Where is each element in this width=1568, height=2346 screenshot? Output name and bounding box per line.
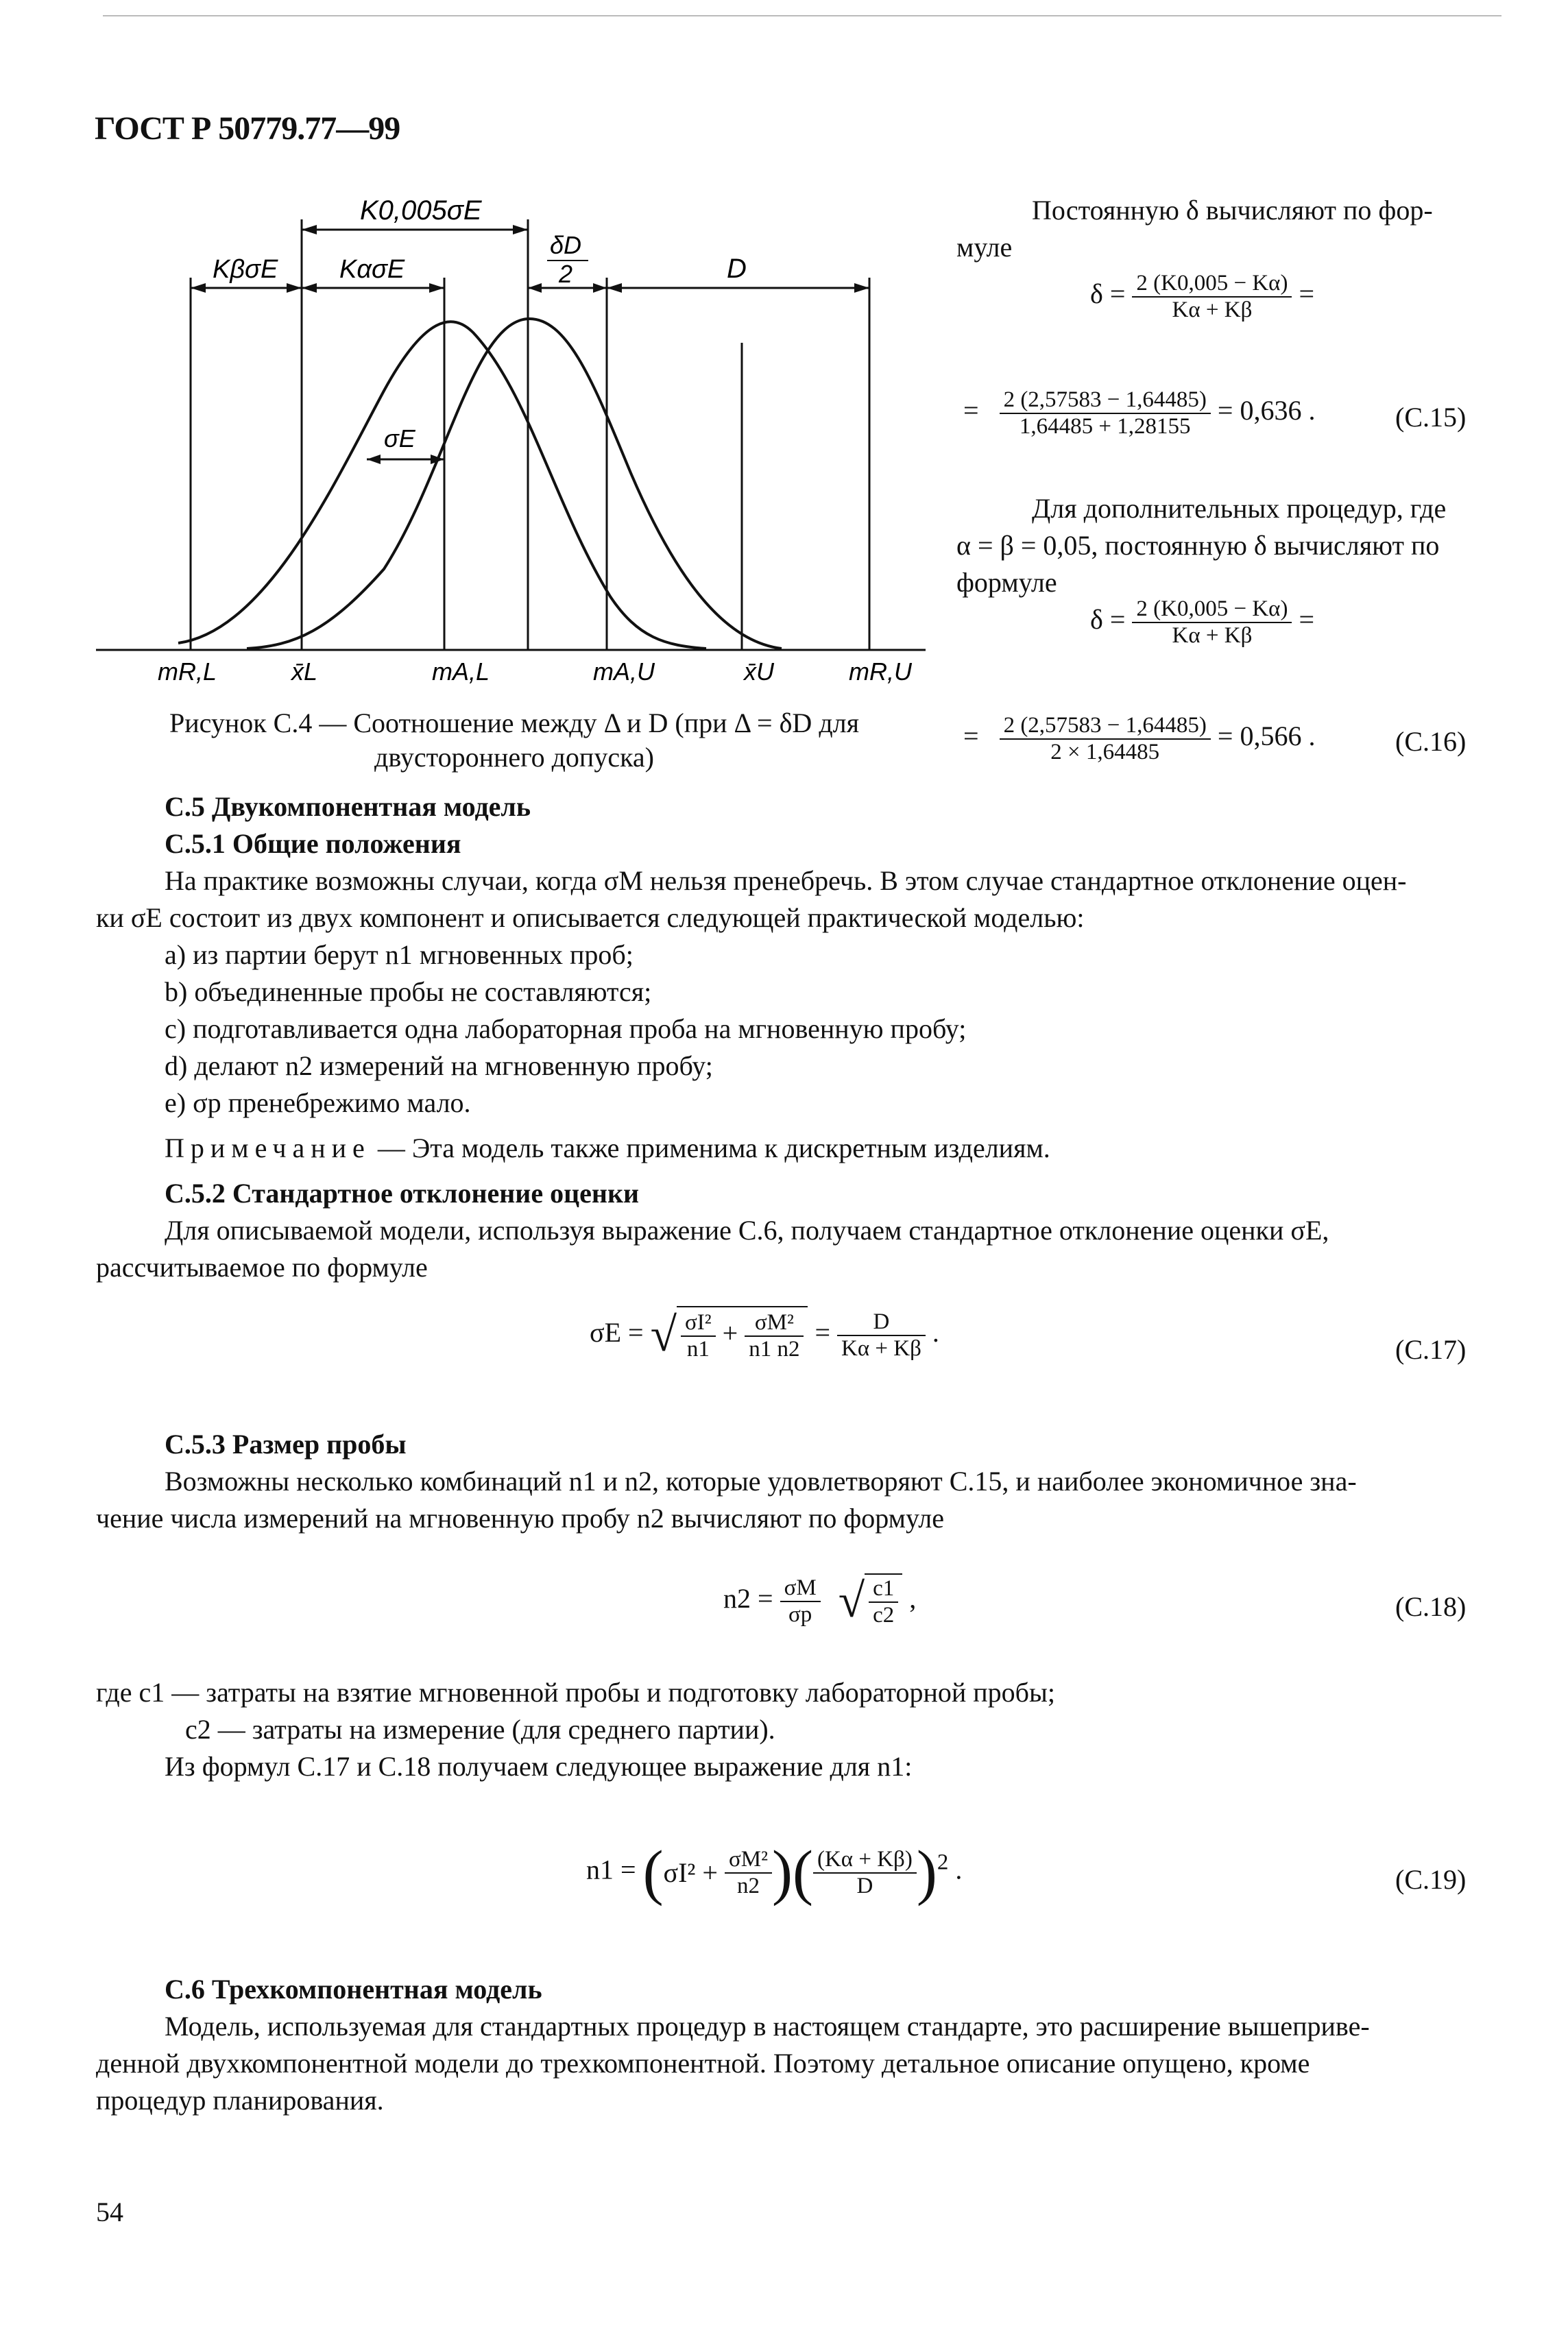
para-c53-line2: чение числа измерений на мгновенную пробу n2 вычисляют по формуле xyxy=(96,1503,944,1534)
section-c53 xyxy=(96,1426,1481,1537)
eq-number-c15: (С.15) xyxy=(1395,402,1467,433)
formula-c17: σE = √ $\frac{\text{σI²}}{n1}$ + $\frac{\text{σM²}}{n1 n2}$ = $\frac{D}{K\alpha + K\beta}$ . xyxy=(590,1306,939,1365)
para-c52-line1: Для описываемой модели, используя выражение С.6, получаем стандартное отклонение оценки σE, xyxy=(165,1215,1329,1246)
para-c53-line1: Возможны несколько комбинаций n1 и n2, которые удовлетворяют С.15, и наиболее экономичное зна- xyxy=(165,1466,1357,1497)
heading-c5: С.5 Двукомпонентная модель xyxy=(165,791,531,822)
axis-label-mru: mR,U xyxy=(849,657,912,686)
axis-label-xl: x̄L xyxy=(291,657,318,686)
formula-delta-2: δ = $\frac{2 (K0,005 - K\alpha)}{K\alpha + K\beta}$ = xyxy=(1090,596,1315,648)
right-curve xyxy=(247,319,782,649)
eq-number-c17: (С.17) xyxy=(1395,1334,1467,1365)
para-c51-line2: ки σE состоит из двух компонент и описывается следующей практической моделью: xyxy=(96,902,1085,933)
formula-c18: n2 = $\frac{\sigma M}{\sigma p}$ √ $\frac{c1}{c2}$ , xyxy=(723,1573,916,1630)
section-c5 xyxy=(96,788,1481,1286)
heading-c51: С.5.1 Общие положения xyxy=(165,828,461,859)
where-block xyxy=(96,1674,1481,1785)
formula-c19: n1 = (σI² + $\frac{\text{σM²}}{n2}$ )( $\frac{(K\alpha + K\beta)}{D}$ )$^2$ . xyxy=(586,1839,963,1907)
label-kalpha: KασE xyxy=(339,255,405,284)
left-curve xyxy=(178,322,706,649)
formula-c15: = $\frac{2 (2,57583 - 1,64485)}{1,64485 + 1,28155}$ = 0,636 . xyxy=(963,387,1316,439)
distribution-figure xyxy=(89,185,932,692)
list-item: a) из партии берут n1 мгновенных проб; xyxy=(165,939,634,970)
figure-caption-line1: Рисунок С.4 — Соотношение между Δ и D (при Δ = δD для xyxy=(169,708,860,738)
top-rule xyxy=(103,15,1501,16)
para-c51-line1: На практике возможны случаи, когда σM нельзя пренебречь. В этом случае стандартное отклонение оцен- xyxy=(165,865,1407,896)
heading-c6: С.6 Трехкомпонентная модель xyxy=(165,1974,542,2005)
list-item: e) σp пренебрежимо мало. xyxy=(165,1087,471,1118)
para-c6-line2: денной двухкомпонентной модели до трехкомпонентной. Поэтому детальное описание опущено, кроме xyxy=(96,2048,1310,2079)
note-label: Примечание xyxy=(165,1133,371,1163)
axis-label-mal: mA,L xyxy=(432,657,490,686)
document-header: ГОСТ Р 50779.77—99 xyxy=(95,110,400,147)
list-item: c) подготавливается одна лабораторная проба на мгновенную пробу; xyxy=(165,1013,967,1044)
formula-c16: = $\frac{2 (2,57583 - 1,64485)}{2 \times 1,64485}$ = 0,566 . xyxy=(963,713,1316,764)
label-kbeta: KβσE xyxy=(213,255,278,284)
list-item: b) объединенные пробы не составляются; xyxy=(165,976,652,1007)
eq-number-c16: (С.16) xyxy=(1395,726,1467,757)
note xyxy=(96,1130,1481,1167)
where-line1: где c1 — затраты на взятие мгновенной пробы и подготовку лабораторной пробы; xyxy=(96,1677,1056,1708)
label-k0005: K0,005σE xyxy=(360,195,482,226)
where-line2: c2 — затраты на измерение (для среднего партии). xyxy=(185,1714,775,1745)
figure-caption xyxy=(96,706,932,775)
right-intro: Постоянную δ вычисляют по фор- муле xyxy=(956,195,1433,263)
list-item: d) делают n2 измерений на мгновенную пробу; xyxy=(165,1050,713,1081)
para-from-formulas: Из формул С.17 и С.18 получаем следующее выражение для n1: xyxy=(165,1751,913,1782)
heading-c53: С.5.3 Размер пробы xyxy=(165,1429,407,1460)
label-d: D xyxy=(727,254,747,284)
figure-caption-line2: двустороннего допуска) xyxy=(374,742,654,773)
axis-label-mau: mA,U xyxy=(593,657,655,686)
note-text: — Эта модель также применима к дискретным изделиям. xyxy=(370,1133,1050,1163)
axis-label-xu: x̄U xyxy=(744,657,774,686)
formula-delta-1: δ = $\frac{2 (K0,005 - K\alpha)}{K\alpha + K\beta}$ = xyxy=(1090,271,1315,322)
page-number: 54 xyxy=(96,2197,123,2227)
label-sigma-e: σE xyxy=(384,424,415,452)
eq-number-c19: (С.19) xyxy=(1395,1864,1467,1895)
para-c6-line3: процедур планирования. xyxy=(96,2085,384,2116)
heading-c52: С.5.2 Стандартное отклонение оценки xyxy=(165,1178,640,1209)
axis-label-mrl: mR,L xyxy=(158,657,217,686)
label-delta-d-den: 2 xyxy=(559,260,573,288)
section-c6 xyxy=(96,1971,1481,2119)
para-c52-line2: рассчитываемое по формуле xyxy=(96,1252,428,1283)
eq-number-c18: (С.18) xyxy=(1395,1591,1467,1622)
label-delta-d-num: δD xyxy=(550,231,582,259)
para-c6-line1: Модель, используемая для стандартных процедур в настоящем стандарте, это расширение вышеприве- xyxy=(165,2011,1370,2042)
right-mid: Для дополнительных процедур, где α = β = 0,05, постоянную δ вычисляют по формуле xyxy=(956,493,1447,598)
